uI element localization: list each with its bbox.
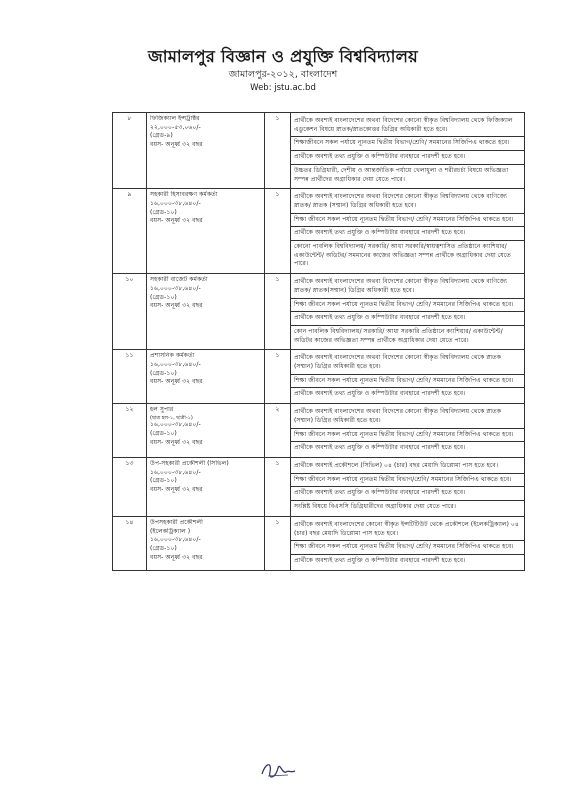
post-detail-line: বয়স- অনূর্ধ্ব ৩২ বছর (150, 378, 203, 386)
serial-number: ১২ (113, 404, 147, 458)
qualification-item: প্রার্থীকে অবশ্যই বাংলাদেশের অথবা বিদেশের কোনো স্বীকৃত বিশ্ববিদ্যালয় থেকে ফিজিক্যাল এডুকেশন বিষয়ে স্নাতক/স্নাতকোত্তর ডিগ্রির অধিকারী হতে হবে। (291, 115, 524, 137)
qualification-item: প্রার্থীকে অবশ্যই প্রকৌশলে (সিভিল) ০৪ (চার) বছর মেয়াদি ডিপ্লোমা পাস হতে হবে। (291, 460, 524, 474)
table-row (113, 350, 525, 404)
post-detail-line: ১৬,০০০-৩৮,৬৪০/- (150, 536, 201, 544)
post-detail-line: ২২,০০০-৫৩,০৬০/- (150, 123, 201, 131)
post-detail-line: বয়স- অনূর্ধ্ব ৩২ বছর (150, 553, 203, 561)
post-details (147, 113, 265, 189)
qualification-item: প্রার্থীকে অবশ্যই বাংলাদেশের অথবা বিদেশের কোনো স্বীকৃত বিশ্ববিদ্যালয় থেকে স্নাতক (সম্মান) ডিগ্রির অধিকারী হতে হবে। (291, 406, 524, 428)
qualification-item: শিক্ষাজীবনে সকল পর্যায়ে ন্যূনতম দ্বিতীয় বিভাগ/শ্রেণি/ সমমানের সিজিপিএ থাকতে হবে। (291, 137, 524, 151)
post-count: ২ (265, 404, 291, 458)
post-detail-line: বয়স- অনূর্ধ্ব ৩২ বছর (150, 302, 203, 310)
qualifications (291, 350, 525, 404)
post-detail-line: (গ্রেড-১০) (150, 477, 177, 485)
qualifications (291, 113, 525, 189)
serial-number: ৮ (113, 113, 147, 189)
qualification-item: শিক্ষা জীবনে সকল পর্যায়ে ন্যূনতম দ্বিতীয় বিভাগ/শ্রেণি/ সমমানের সিজিপিএ থাকতে হবে। (291, 474, 524, 488)
qualification-item: শিক্ষা জীবনে সকল পর্যায়ে ন্যূনতম দ্বিতীয় বিভাগ/ শ্রেণি/ সমমানের সিজিপিএ থাকতে হবে। (291, 214, 524, 228)
serial-number: ১৩ (113, 457, 147, 516)
qualification-item: প্রার্থীকে অবশ্যই বাংলাদেশের অথবা বিদেশের কোনো স্বীকৃত বিশ্ববিদ্যালয় থেকে বাণিজ্যে স্নাতক/ স্নাতক (সম্মান) ডিগ্রির অধিকারী হতে হবে। (291, 191, 524, 213)
qualification-item: প্রার্থীকে অবশ্যই বাংলাদেশের অথবা বিদেশের কোনো স্বীকৃত বিশ্ববিদ্যালয় থেকে বাণিজ্যে স্নাতক/ স্নাতক(সম্মান) ডিগ্রির অধিকারী হতে হবে। (291, 276, 524, 298)
qualification-item: প্রার্থীকে অবশ্যই তথ্য প্রযুক্তি ও কম্পিউটার ব্যবহারে পারদর্শী হতে হবে। (294, 444, 466, 452)
post-detail-line: বয়স- অনূর্ধ্ব ৩২ বছর (150, 217, 203, 225)
post-detail-line: উপসহকারী প্রকৌশলী (150, 518, 203, 526)
post-detail-line: ১৬,০০০-৩৮,৬৪০/- (150, 284, 201, 292)
post-details (147, 350, 265, 404)
serial-number: ১১ (113, 350, 147, 404)
signature (258, 758, 298, 782)
post-count: ১ (265, 189, 291, 274)
post-detail-line: প্রশাসনিক কর্মকর্তা (150, 352, 195, 360)
table-row (113, 404, 525, 458)
qualifications (291, 404, 525, 458)
post-detail-line: ১৬,০০০-৩৮,৬৪০/- (150, 361, 201, 369)
post-details (147, 516, 265, 570)
qualification-item: প্রার্থীকে অবশ্যই তথ্য প্রযুক্তি ও কম্পিউটার ব্যবহারে পারদর্শী হতে হবে। (291, 151, 524, 165)
post-details (147, 274, 265, 350)
university-name: জামালপুর বিজ্ঞান ও প্রযুক্তি বিশ্ববিদ্যালয় (148, 47, 418, 66)
post-count: ১ (265, 516, 291, 570)
post-details (147, 457, 265, 516)
qualification-item: কোন পাবলিক বিশ্ববিদ্যালয়/ সরকারি/ আধা সরকারি প্রতিষ্ঠানে ক্যাশিয়ার/ একাউন্টেন্ট/ অডিটর কাজের অভিজ্ঞতা সম্পন্ন প্রার্থীকে অগ্রাধিকার দেয়া যেতে পারে। (294, 327, 503, 344)
table-row (113, 274, 525, 350)
qualification-item: প্রার্থীকে অবশ্যই তথ্য প্রযুক্তি ও কম্পিউটার ব্যবহারে পারদর্শী হতে হবে। (291, 312, 524, 326)
table-row (113, 189, 525, 274)
university-web: Web: jstu.ac.bd (250, 83, 316, 93)
post-detail-line: (গ্রেড-১০) (150, 544, 177, 552)
qualification-item: প্রার্থীকে অবশ্যই বাংলাদেশের কোনো স্বীকৃত ইন্সটিটিউট থেকে প্রকৌশলে (ইলেকট্রিক্যাল) ০৪ (চার) বছর মেয়াদি ডিপ্লোমা পাস হতে হবে। (291, 519, 524, 541)
table-row (113, 516, 525, 570)
qualification-item: প্রার্থীকে অবশ্যই বাংলাদেশের অথবা বিদেশের কোনো স্বীকৃত বিশ্ববিদ্যালয় থেকে স্নাতক (সম্মান) ডিগ্রির অধিকারী হতে হবে। (291, 352, 524, 374)
serial-number: ১৪ (113, 516, 147, 570)
post-details (147, 404, 265, 458)
qualification-item: প্রার্থীকে অবশ্যই তথ্য প্রযুক্তি ও কম্পিউটার ব্যবহারে পারদর্শী হতে হবে। (291, 227, 524, 241)
post-count: ১ (265, 350, 291, 404)
post-detail-line: (গ্রেড-১০) (150, 369, 177, 377)
post-detail-line: সহকারী বাজেট কর্মকর্তা (150, 276, 208, 284)
qualifications (291, 516, 525, 570)
post-count: ১ (265, 457, 291, 516)
post-detail-line: সহকারী হিসাবরক্ষণ কর্মকর্তা (150, 191, 218, 199)
post-detail-line: বয়স- অনূর্ধ্ব ৩২ বছর (150, 141, 203, 149)
post-detail-line: (গ্রেড-১০) (150, 208, 177, 216)
qualification-item: প্রার্থীকে অবশ্যই তথ্য প্রযুক্তি ও কম্পিউটার ব্যবহারে পারদর্শী হতে হবে। (294, 390, 466, 398)
post-detail-line: ১৬,০০০-৩৮,৬৪০/- (150, 199, 201, 207)
post-detail-line: ১৬,০০০-৩৮,৬৪০/- (150, 421, 201, 429)
post-detail-line: (গ্রেড-৯) (150, 132, 173, 140)
table-row (113, 457, 525, 516)
qualification-item: প্রার্থীকে অবশ্যই তথ্য প্রযুক্তি ও কম্পিউটার ব্যবহারে পারদর্শী হতে হবে। (294, 556, 466, 564)
post-detail-line: (গ্রেড-১০) (150, 293, 177, 301)
post-detail-line: (ইলেকট্রিক্যাল ) (150, 527, 191, 535)
post-details (147, 189, 265, 274)
post-detail-line: ফিজিক্যাল ইন্সট্রাক্টর (150, 115, 200, 122)
qualification-item: প্রার্থীকে অবশ্যই তথ্য প্রযুক্তি ও কম্পিউটার ব্যবহারে পারদর্শী হতে হবে। (291, 487, 524, 501)
post-count: ১ (265, 274, 291, 350)
university-address: জামালপুর-২০১২, বাংলাদেশ (228, 69, 338, 80)
post-detail-line: উপ-সহকারী প্রকৌশলী (সিভিল) (150, 459, 229, 467)
post-detail-line: ১৬,০০০-৩৮,৬৪০/- (150, 468, 201, 476)
table-row (113, 113, 525, 189)
qualifications (291, 189, 525, 274)
qualification-item: শিক্ষা জীবনে সকল পর্যায়ে ন্যূনতম দ্বিতীয় বিভাগ/ শ্রেণি/ সমমানের সিজিপিএ থাকতে হবে। (291, 299, 524, 313)
qualification-item: শিক্ষা জীবনে সকল পর্যায়ে ন্যূনতম দ্বিতীয় বিভাগ/ শ্রেণি/ সমমানের সিজিপিএ থাকতে হবে। (291, 429, 524, 443)
serial-number: ১০ (113, 274, 147, 350)
qualification-item: কোনো পাবলিক বিশ্ববিদ্যালয়/ সরকারি/ আধা সরকারি/স্বায়ত্বশাসিত প্রতিষ্ঠানে ক্যাশিয়ার/ একাউন্টেন্ট/ অডিটর/ সমমানের কাজের অভিজ্ঞতা সম্পন্ন প্রার্থীকে অগ্রাধিকার দেয়া যেতে পারে। (294, 243, 511, 268)
qualifications (291, 274, 525, 350)
qualifications (291, 457, 525, 516)
serial-number: ৯ (113, 189, 147, 274)
post-count: ১ (265, 113, 291, 189)
qualification-item: সংশ্লিষ্ট বিষয়ে বিএসসি ডিগ্রিধারীদের অগ্রাধিকার দেয়া যেতে পারে। (294, 503, 457, 511)
post-detail-line: হল সুপার (150, 406, 174, 414)
qualification-item: শিক্ষা জীবনে সকল পর্যায়ে ন্যূনতম দ্বিতীয় বিভাগ/ শ্রেণি/ সমমানের সিজিপিএ থাকতে হবে। (291, 375, 524, 389)
qualification-item: উচ্চতর ডিগ্রিধারী, দেশীয় ও আন্তর্জাতিক পর্যায়ে খেলাধুলা ও শরীরচর্চা বিষয়ে অভিজ্ঞতা সম্পন্ন প্রার্থীদের অগ্রাধিকার দেয়া যেতে পারে। (294, 166, 509, 183)
post-detail-line: বয়স- অনূর্ধ্ব ৩২ বছর (150, 438, 203, 446)
job-table (112, 112, 525, 571)
post-note: (ছাত্র হল-১, ছাত্রী-১) (150, 414, 193, 421)
qualification-item: শিক্ষা জীবনে সকল পর্যায়ে ন্যূনতম দ্বিতীয় বিভাগ/ শ্রেণি/ সমমানের সিজিপিএ থাকতে হবে। (291, 541, 524, 555)
post-detail-line: (গ্রেড-১০) (150, 430, 177, 438)
post-detail-line: বয়স- অনূর্ধ্ব ৩২ বছর (150, 486, 203, 494)
